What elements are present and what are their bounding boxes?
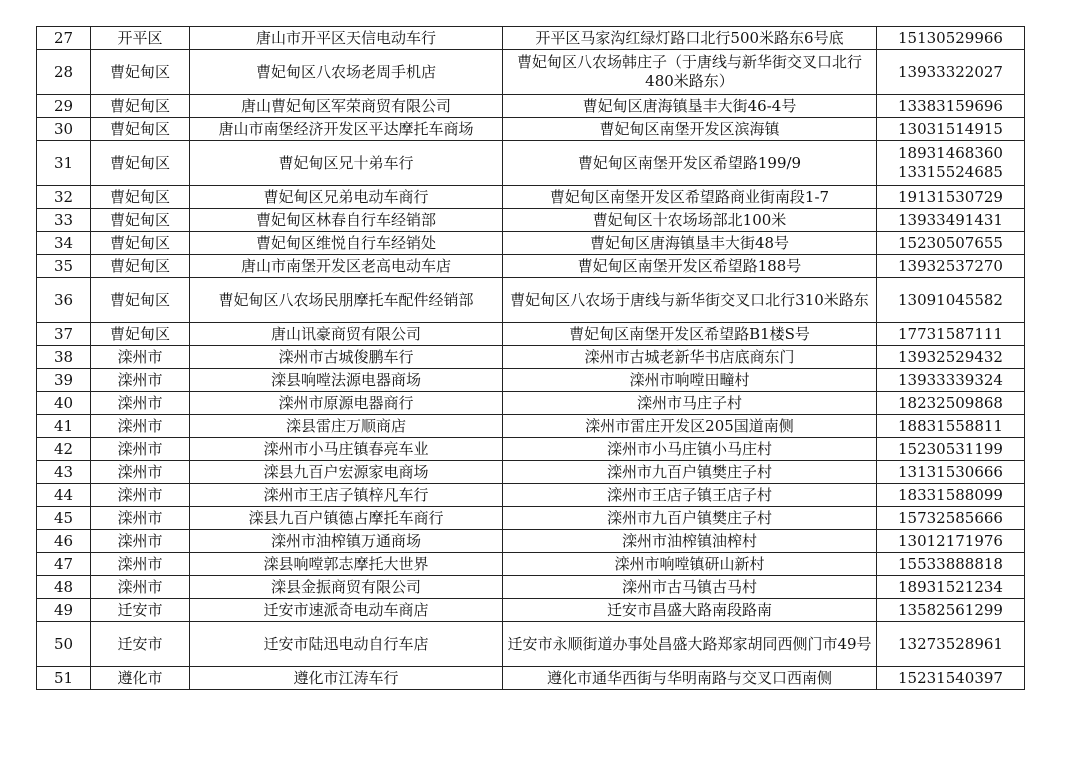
row-number: 38 [37, 346, 91, 369]
address-cell: 曹妃甸区南堡开发区希望路B1楼S号 [503, 323, 877, 346]
table-row [37, 186, 1025, 209]
row-number: 29 [37, 95, 91, 118]
address-cell: 曹妃甸区南堡开发区希望路199/9 [503, 141, 877, 186]
table-row [37, 141, 1025, 186]
dealer-list-sheet [36, 26, 1025, 690]
shop-name-cell: 滦县响嘡法源电器商场 [190, 369, 503, 392]
address-cell: 曹妃甸区八农场于唐线与新华街交叉口北行310米路东 [503, 278, 877, 323]
phone-number: 18931468360 [898, 144, 1003, 162]
phone-cell [877, 255, 1025, 278]
phone-cell [877, 392, 1025, 415]
address-cell: 滦州市古城老新华书店底商东门 [503, 346, 877, 369]
phone-number: 18931521234 [898, 577, 1003, 596]
address-cell: 滦州市响嘡田疃村 [503, 369, 877, 392]
phone-cell [877, 415, 1025, 438]
district-cell: 滦州市 [91, 438, 190, 461]
address-cell: 迁安市昌盛大路南段路南 [503, 599, 877, 622]
phone-number: 13031514915 [898, 119, 1003, 138]
district-cell: 曹妃甸区 [91, 232, 190, 255]
address-cell: 滦州市油榨镇油榨村 [503, 530, 877, 553]
district-cell: 滦州市 [91, 392, 190, 415]
phone-cell [877, 118, 1025, 141]
phone-cell [877, 484, 1025, 507]
phone-cell [877, 141, 1025, 186]
phone-number: 15130529966 [898, 28, 1003, 47]
table-row [37, 27, 1025, 50]
district-cell: 曹妃甸区 [91, 323, 190, 346]
address-cell: 滦州市小马庄镇小马庄村 [503, 438, 877, 461]
phone-number: 13315524685 [898, 163, 1003, 181]
row-number: 48 [37, 576, 91, 599]
shop-name-cell: 迁安市陆迅电动自行车店 [190, 622, 503, 667]
phone-number: 18331588099 [898, 485, 1003, 504]
address-cell: 滦州市古马镇古马村 [503, 576, 877, 599]
row-number: 40 [37, 392, 91, 415]
row-number: 49 [37, 599, 91, 622]
row-number: 43 [37, 461, 91, 484]
row-number: 44 [37, 484, 91, 507]
district-cell: 开平区 [91, 27, 190, 50]
phone-cell [877, 278, 1025, 323]
phone-number: 13383159696 [898, 96, 1003, 115]
address-cell: 滦州市九百户镇樊庄子村 [503, 507, 877, 530]
row-number: 31 [37, 141, 91, 186]
district-cell: 滦州市 [91, 369, 190, 392]
shop-name-cell: 滦县金振商贸有限公司 [190, 576, 503, 599]
shop-name-cell: 滦县九百户镇德占摩托车商行 [190, 507, 503, 530]
phone-number: 15732585666 [898, 508, 1003, 527]
shop-name-cell: 曹妃甸区八农场民朋摩托车配件经销部 [190, 278, 503, 323]
phone-number: 18831558811 [898, 416, 1003, 435]
row-number: 41 [37, 415, 91, 438]
row-number: 33 [37, 209, 91, 232]
shop-name-cell: 滦州市古城俊鹏车行 [190, 346, 503, 369]
district-cell: 曹妃甸区 [91, 50, 190, 95]
phone-number: 13091045582 [898, 290, 1003, 309]
table-row [37, 232, 1025, 255]
address-cell: 曹妃甸区唐海镇垦丰大街48号 [503, 232, 877, 255]
shop-name-cell: 滦县响嘡郭志摩托大世界 [190, 553, 503, 576]
district-cell: 曹妃甸区 [91, 255, 190, 278]
shop-name-cell: 唐山市开平区天信电动车行 [190, 27, 503, 50]
address-cell: 曹妃甸区南堡开发区希望路188号 [503, 255, 877, 278]
phone-cell [877, 50, 1025, 95]
address-cell: 滦州市王店子镇王店子村 [503, 484, 877, 507]
shop-name-cell: 曹妃甸区林春自行车经销部 [190, 209, 503, 232]
phone-cell [877, 209, 1025, 232]
phone-cell [877, 438, 1025, 461]
row-number: 35 [37, 255, 91, 278]
row-number: 34 [37, 232, 91, 255]
table-row [37, 323, 1025, 346]
district-cell: 滦州市 [91, 346, 190, 369]
phone-number: 13932529432 [898, 347, 1003, 366]
phone-cell [877, 323, 1025, 346]
shop-name-cell: 滦州市王店子镇梓凡车行 [190, 484, 503, 507]
shop-name-cell: 滦县雷庄万顺商店 [190, 415, 503, 438]
row-number: 39 [37, 369, 91, 392]
dealer-table [36, 26, 1025, 690]
shop-name-cell: 唐山市南堡开发区老高电动车店 [190, 255, 503, 278]
shop-name-cell: 唐山市南堡经济开发区平达摩托车商场 [190, 118, 503, 141]
phone-cell [877, 186, 1025, 209]
phone-cell [877, 232, 1025, 255]
district-cell: 迁安市 [91, 599, 190, 622]
shop-name-cell: 曹妃甸区八农场老周手机店 [190, 50, 503, 95]
phone-cell [877, 27, 1025, 50]
shop-name-cell: 滦州市原源电器商行 [190, 392, 503, 415]
phone-cell [877, 576, 1025, 599]
address-cell: 曹妃甸区八农场韩庄子（于唐线与新华街交叉口北行480米路东） [503, 50, 877, 95]
address-cell: 曹妃甸区十农场场部北100米 [503, 209, 877, 232]
phone-cell [877, 369, 1025, 392]
district-cell: 滦州市 [91, 461, 190, 484]
table-row [37, 622, 1025, 667]
address-cell: 遵化市通华西街与华明南路与交叉口西南侧 [503, 667, 877, 690]
phone-number: 15533888818 [898, 554, 1003, 573]
district-cell: 曹妃甸区 [91, 209, 190, 232]
row-number: 30 [37, 118, 91, 141]
address-cell: 曹妃甸区南堡开发区希望路商业街南段1-7 [503, 186, 877, 209]
table-row [37, 667, 1025, 690]
table-row [37, 438, 1025, 461]
row-number: 45 [37, 507, 91, 530]
address-cell: 曹妃甸区南堡开发区滨海镇 [503, 118, 877, 141]
table-row [37, 484, 1025, 507]
table-row [37, 209, 1025, 232]
phone-number: 13933491431 [898, 210, 1003, 229]
shop-name-cell: 遵化市江涛车行 [190, 667, 503, 690]
row-number: 47 [37, 553, 91, 576]
phone-cell [877, 553, 1025, 576]
district-cell: 曹妃甸区 [91, 95, 190, 118]
table-row [37, 392, 1025, 415]
row-number: 37 [37, 323, 91, 346]
phone-number: 15231540397 [898, 668, 1003, 687]
row-number: 27 [37, 27, 91, 50]
district-cell: 滦州市 [91, 484, 190, 507]
phone-cell [877, 346, 1025, 369]
row-number: 50 [37, 622, 91, 667]
row-number: 32 [37, 186, 91, 209]
district-cell: 曹妃甸区 [91, 118, 190, 141]
table-row [37, 95, 1025, 118]
phone-number: 13933339324 [898, 370, 1003, 389]
table-row [37, 507, 1025, 530]
shop-name-cell: 曹妃甸区维悦自行车经销处 [190, 232, 503, 255]
district-cell: 曹妃甸区 [91, 186, 190, 209]
district-cell: 滦州市 [91, 530, 190, 553]
district-cell: 迁安市 [91, 622, 190, 667]
phone-number: 15230507655 [898, 233, 1003, 252]
phone-cell [877, 95, 1025, 118]
phone-number: 13012171976 [898, 531, 1003, 550]
phone-cell [877, 507, 1025, 530]
shop-name-cell: 迁安市速派奇电动车商店 [190, 599, 503, 622]
shop-name-cell: 唐山讯豪商贸有限公司 [190, 323, 503, 346]
district-cell: 滦州市 [91, 507, 190, 530]
phone-number: 15230531199 [898, 439, 1003, 458]
address-cell: 曹妃甸区唐海镇垦丰大街46-4号 [503, 95, 877, 118]
table-row [37, 369, 1025, 392]
table-row [37, 599, 1025, 622]
row-number: 28 [37, 50, 91, 95]
shop-name-cell: 滦州市油榨镇万通商场 [190, 530, 503, 553]
row-number: 51 [37, 667, 91, 690]
phone-number: 17731587111 [898, 324, 1003, 343]
district-cell: 遵化市 [91, 667, 190, 690]
table-row [37, 461, 1025, 484]
dealer-table-body [37, 27, 1025, 690]
table-row [37, 118, 1025, 141]
row-number: 36 [37, 278, 91, 323]
district-cell: 曹妃甸区 [91, 278, 190, 323]
shop-name-cell: 滦县九百户宏源家电商场 [190, 461, 503, 484]
table-row [37, 346, 1025, 369]
phone-cell [877, 599, 1025, 622]
address-cell: 滦州市响嘡镇研山新村 [503, 553, 877, 576]
phone-number: 13932537270 [898, 256, 1003, 275]
table-row [37, 576, 1025, 599]
phone-number: 13933322027 [898, 62, 1003, 81]
table-row [37, 415, 1025, 438]
table-row [37, 530, 1025, 553]
address-cell: 滦州市雷庄开发区205国道南侧 [503, 415, 877, 438]
phone-number: 19131530729 [898, 187, 1003, 206]
shop-name-cell: 曹妃甸区兄十弟车行 [190, 141, 503, 186]
table-row [37, 553, 1025, 576]
district-cell: 曹妃甸区 [91, 141, 190, 186]
phone-number: 13582561299 [898, 600, 1003, 619]
phone-cell [877, 530, 1025, 553]
shop-name-cell: 滦州市小马庄镇春亮车业 [190, 438, 503, 461]
table-row [37, 278, 1025, 323]
district-cell: 滦州市 [91, 415, 190, 438]
address-cell: 迁安市永顺街道办事处昌盛大路郑家胡同西侧门市49号 [503, 622, 877, 667]
phone-cell [877, 622, 1025, 667]
phone-number: 13131530666 [898, 462, 1003, 481]
shop-name-cell: 曹妃甸区兄弟电动车商行 [190, 186, 503, 209]
table-row [37, 255, 1025, 278]
district-cell: 滦州市 [91, 576, 190, 599]
shop-name-cell: 唐山曹妃甸区军荣商贸有限公司 [190, 95, 503, 118]
phone-number: 13273528961 [898, 634, 1003, 653]
address-cell: 滦州市马庄子村 [503, 392, 877, 415]
phone-cell [877, 667, 1025, 690]
row-number: 42 [37, 438, 91, 461]
phone-cell [877, 461, 1025, 484]
address-cell: 滦州市九百户镇樊庄子村 [503, 461, 877, 484]
row-number: 46 [37, 530, 91, 553]
phone-number: 18232509868 [898, 393, 1003, 412]
district-cell: 滦州市 [91, 553, 190, 576]
table-row [37, 50, 1025, 95]
address-cell: 开平区马家沟红绿灯路口北行500米路东6号底 [503, 27, 877, 50]
